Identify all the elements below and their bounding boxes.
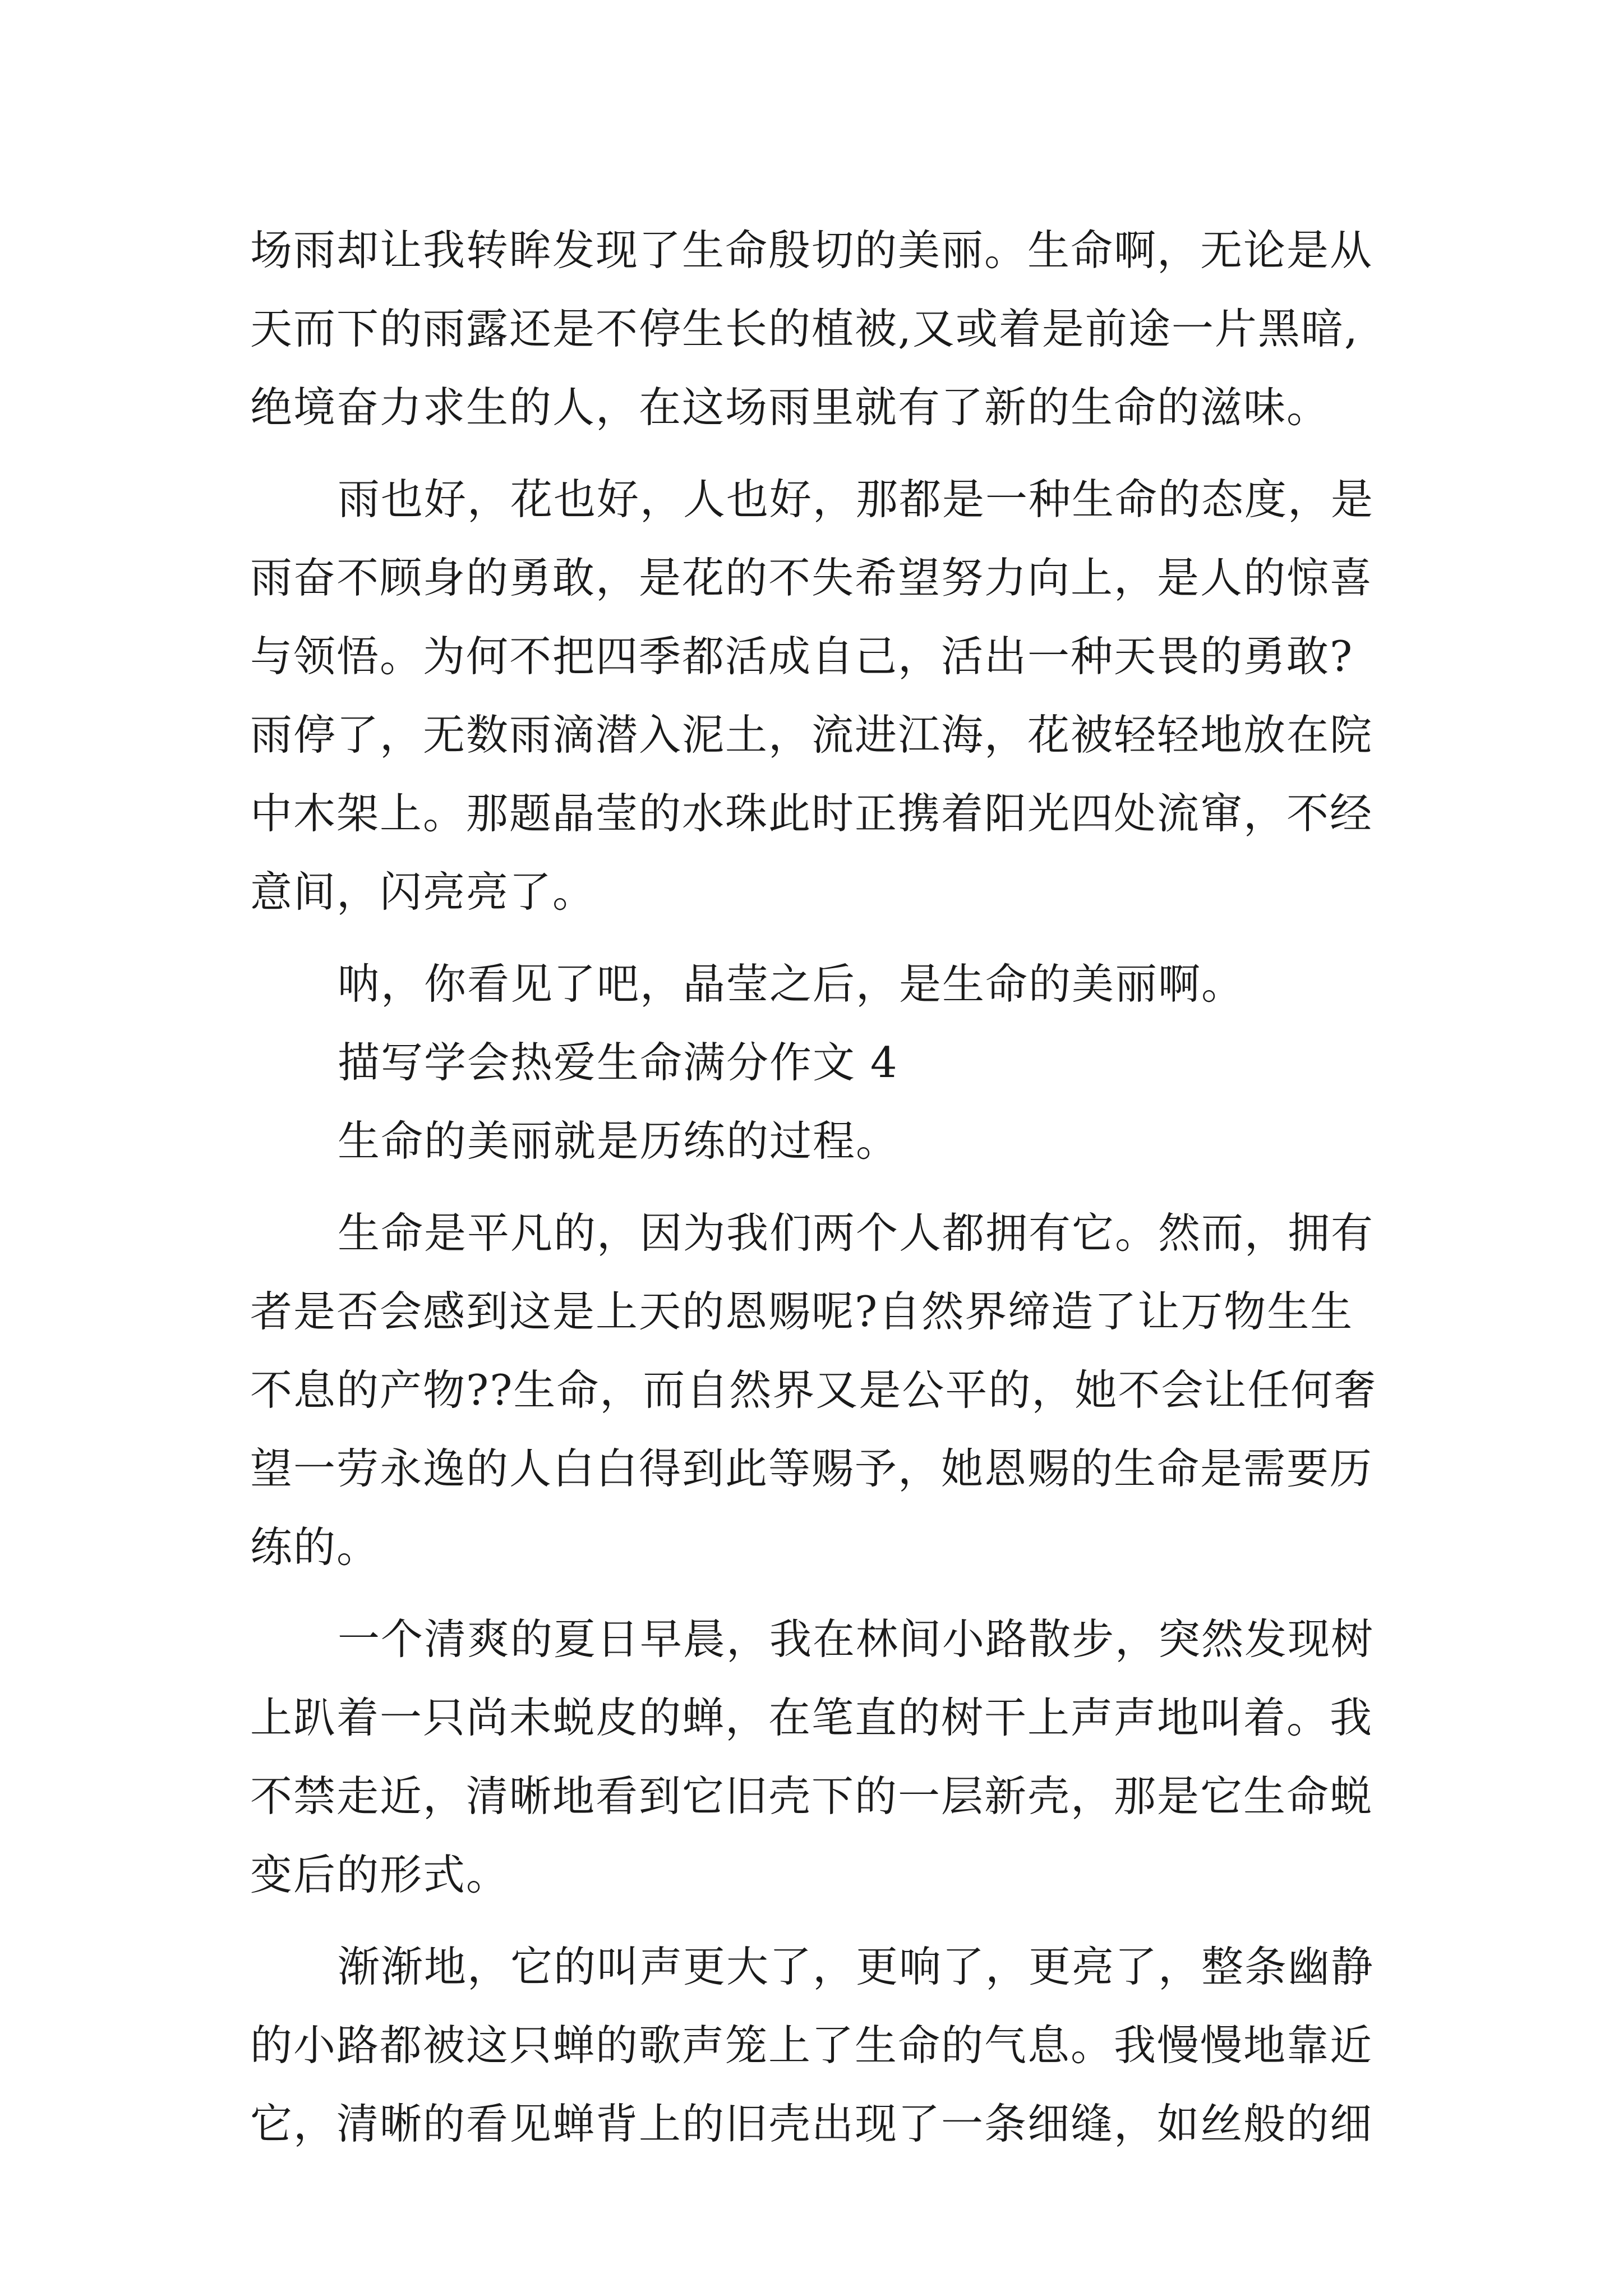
text-line: 不禁走近，清晰地看到它旧壳下的一层新壳，那是它生命蜕	[250, 1772, 1373, 1821]
text-line: 雨也好，花也好，人也好，那都是一种生命的态度，是	[338, 475, 1375, 524]
text-line: 雨奋不顾身的勇敢，是花的不失希望努力向上，是人的惊喜	[250, 553, 1373, 602]
text-line: 呐，你看见了吧，晶莹之后，是生命的美丽啊。	[338, 959, 1245, 1009]
text-line: 渐渐地，它的叫声更大了，更响了，更亮了，整条幽静	[338, 1942, 1375, 1991]
body-text	[250, 211, 1439, 2163]
text-line: 变后的形式。	[250, 1850, 510, 1899]
text-line: 它，清晰的看见蝉背上的旧壳出现了一条细缝，如丝般的细	[250, 2099, 1373, 2148]
text-line: 的小路都被这只蝉的歌声笼上了生命的气息。我慢慢地靠近	[250, 2021, 1373, 2070]
text-line: 练的。	[250, 1522, 380, 1572]
text-line: 生命的美丽就是历练的过程。	[338, 1116, 900, 1166]
text-line: 者是否会感到这是上天的恩赐呢?自然界缔造了让万物生生	[250, 1287, 1354, 1336]
text-line: 描写学会热爱生命满分作文 4	[338, 1038, 898, 1087]
text-line: 与领悟。为何不把四季都活成自己，活出一种天畏的勇敢?	[250, 632, 1354, 681]
text-line: 望一劳永逸的人白白得到此等赐予，她恩赐的生命是需要历	[250, 1444, 1373, 1493]
text-line: 意间，闪亮亮了。	[250, 867, 596, 917]
text-line: 绝境奋力求生的人，在这场雨里就有了新的生命的滋味。	[250, 383, 1330, 432]
text-line: 不息的产物??生命，而自然界又是公平的，她不会让任何奢	[250, 1365, 1377, 1415]
text-line: 中木架上。那题晶莹的水珠此时正携着阳光四处流窜，不经	[250, 789, 1373, 838]
text-line: 雨停了，无数雨滴潜入泥土，流进江海，花被轻轻地放在院	[250, 710, 1373, 760]
text-line: 场雨却让我转眸发现了生命殷切的美丽。生命啊，无论是从	[250, 226, 1373, 275]
text-line: 天而下的雨露还是不停生长的植被,又或着是前途一片黑暗,	[250, 304, 1359, 353]
text-line: 生命是平凡的，因为我们两个人都拥有它。然而，拥有	[338, 1208, 1375, 1258]
text-line: 一个清爽的夏日早晨，我在林间小路散步，突然发现树	[338, 1614, 1375, 1664]
text-line: 上趴着一只尚未蜕皮的蝉，在笔直的树干上声声地叫着。我	[250, 1693, 1373, 1742]
